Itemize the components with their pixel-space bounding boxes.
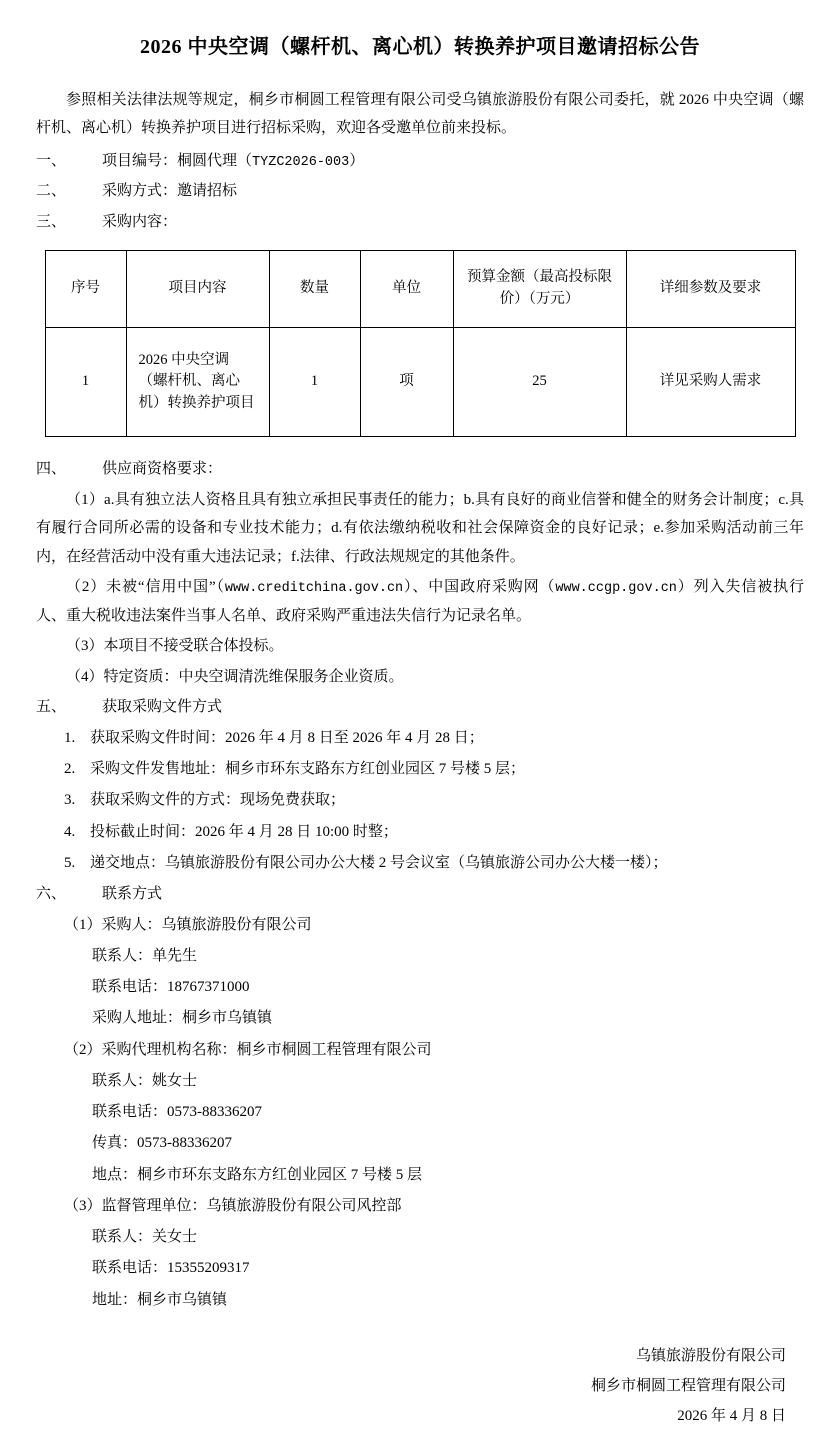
- qualification-item-2-num: （2）: [66, 579, 107, 596]
- contact-3-title: （3）监督管理单位：乌镇旅游股份有限公司风控部: [64, 1197, 402, 1214]
- acquire-item-5-text: 递交地点：乌镇旅游股份有限公司办公大楼 2 号会议室（乌镇旅游公司办公大楼一楼）；: [90, 854, 668, 871]
- qualification-item-1-num: （1）: [66, 491, 105, 508]
- table-header-cell-qty: 数量: [269, 251, 360, 328]
- acquire-item-4-text: 投标截止时间：2026 年 4 月 28 日 10:00 时整；: [90, 823, 398, 840]
- table-cell-unit: 项: [360, 328, 453, 437]
- contact-2-line-3: 传真：0573-88336207: [92, 1135, 232, 1152]
- acquire-item-5-num: 5.: [64, 854, 76, 871]
- qualification-item-1-text: a.具有独立法人资格且具有独立承担民事责任的能力；b.具有良好的商业信誉和健全的财务会计制度；c.具有履行合同所必需的设备和专业技术能力；d.有依法缴纳税收和社会保障资金的良好记录；e.参加采购活动前三年内，在经营活动中没有重大违法记录；f.法律、行政法规规定的其他条件。: [36, 491, 804, 565]
- section-2-index: 二、: [36, 183, 67, 200]
- section-procurement-content: [36, 208, 804, 237]
- section-4-index: 四、: [36, 461, 67, 478]
- table-cell-content-text: 2026 中央空调（螺杆机、离心机）转换养护项目: [138, 351, 255, 412]
- contact-1-line-2: 联系电话：18767371000: [92, 979, 250, 996]
- contact-2-line-2: 联系电话：0573-88336207: [92, 1104, 262, 1121]
- qualification-item-2-suffix: ）列入失信被执行人、重大税收违法案件当事人名单、政府采购严重违法失信行为记录名单。: [36, 579, 804, 624]
- table-cell-detail: 详见采购人需求: [626, 328, 795, 437]
- section-3-index: 三、: [36, 213, 67, 230]
- section-4-text: 供应商资格要求：: [102, 461, 223, 478]
- table-header-cell-budget: 预算金额（最高投标限价）（万元）: [453, 251, 626, 328]
- section-3-text: 采购内容：: [102, 213, 178, 230]
- acquire-item-2-num: 2.: [64, 761, 76, 778]
- qualification-item-1: [36, 486, 804, 572]
- contact-3-line-1: 联系人：关女士: [92, 1229, 198, 1246]
- footer-line-1: 乌镇旅游股份有限公司: [635, 1347, 786, 1364]
- project-number-label: 项目编号：桐圆代理（: [102, 152, 253, 169]
- section-6-index: 六、: [36, 886, 67, 903]
- section-acquire-documents: [36, 693, 804, 722]
- procurement-table: [45, 250, 796, 437]
- list-item: [36, 755, 804, 784]
- qualification-item-3: （3）本项目不接受联合体投标。: [66, 638, 284, 655]
- contact-2-line-1: 联系人：姚女士: [92, 1072, 198, 1089]
- section-supplier-qualification: [36, 455, 804, 484]
- section-2-text: 采购方式：邀请招标: [102, 183, 238, 200]
- contact-1-title: （1）采购人：乌镇旅游股份有限公司: [64, 916, 312, 933]
- page-title: 2026 中央空调（螺杆机、离心机）转换养护项目邀请招标公告: [140, 36, 700, 58]
- acquire-item-1-num: 1.: [64, 729, 76, 746]
- qualification-item-4: （4）特定资质：中央空调清洗维保服务企业资质。: [66, 668, 404, 685]
- qualification-item-2-prefix: 未被“信用中国”（: [106, 579, 225, 596]
- footer-line-2: 桐乡市桐圆工程管理有限公司: [590, 1377, 786, 1394]
- table-header-cell-detail: 详细参数及要求: [626, 251, 795, 328]
- acquire-item-1-text: 获取采购文件时间：2026 年 4 月 8 日至 2026 年 4 月 28 日；: [90, 729, 484, 746]
- table-header-cell-unit: 单位: [360, 251, 453, 328]
- table-row: [45, 328, 795, 437]
- ccgp-url: www.ccgp.gov.cn: [555, 581, 677, 597]
- document-footer: [36, 1341, 804, 1431]
- contact-3-line-3: 地址：桐乡市乌镇镇: [92, 1291, 228, 1308]
- list-item: [36, 818, 804, 847]
- section-project-number: [36, 147, 804, 176]
- contact-1-line-3: 采购人地址：桐乡市乌镇镇: [92, 1010, 273, 1027]
- table-cell-qty: 1: [269, 328, 360, 437]
- table-cell-content: [126, 328, 269, 437]
- acquire-item-2-text: 采购文件发售地址：桐乡市环东支路东方红创业园区 7 号楼 5 层；: [90, 761, 526, 778]
- section-5-index: 五、: [36, 699, 67, 716]
- table-cell-budget: 25: [453, 328, 626, 437]
- intro-paragraph: 参照相关法律法规等规定，桐乡市桐圆工程管理有限公司受乌镇旅游股份有限公司委托，就 2026 中央空调（螺杆机、离心机）转换养护项目进行招标采购，欢迎各受邀单位前来投标。: [36, 92, 804, 136]
- list-item: [36, 786, 804, 815]
- table-cell-no: 1: [45, 328, 126, 437]
- acquire-item-3-text: 获取采购文件的方式：现场免费获取；: [90, 792, 346, 809]
- acquire-item-4-num: 4.: [64, 823, 76, 840]
- qualification-item-2: [36, 573, 804, 630]
- section-1-text: [102, 147, 804, 176]
- section-contact: [36, 880, 804, 909]
- list-item: [36, 724, 804, 753]
- section-1-index: 一、: [36, 152, 67, 169]
- creditchina-url: www.creditchina.gov.cn: [224, 581, 404, 597]
- qualification-item-2-mid: ）、中国政府采购网（: [403, 579, 556, 596]
- contact-2-title: （2）采购代理机构名称：桐乡市桐圆工程管理有限公司: [64, 1041, 432, 1058]
- project-number-code: TYZC2026-003: [252, 154, 350, 170]
- footer-date: 2026 年 4 月 8 日: [677, 1407, 786, 1424]
- contact-3-line-2: 联系电话：15355209317: [92, 1260, 250, 1277]
- section-procurement-method: [36, 177, 804, 206]
- project-number-label-end: ）: [349, 152, 365, 169]
- section-6-text: 联系方式: [102, 886, 163, 903]
- list-item: [36, 849, 804, 878]
- contact-1-line-1: 联系人：单先生: [92, 947, 198, 964]
- table-header-cell-content: 项目内容: [126, 251, 269, 328]
- table-header-cell-no: 序号: [45, 251, 126, 328]
- acquire-item-3-num: 3.: [64, 792, 76, 809]
- table-header-row: [45, 251, 795, 328]
- section-5-text: 获取采购文件方式: [102, 699, 223, 716]
- contact-2-line-4: 地点：桐乡市环东支路东方红创业园区 7 号楼 5 层: [92, 1166, 423, 1183]
